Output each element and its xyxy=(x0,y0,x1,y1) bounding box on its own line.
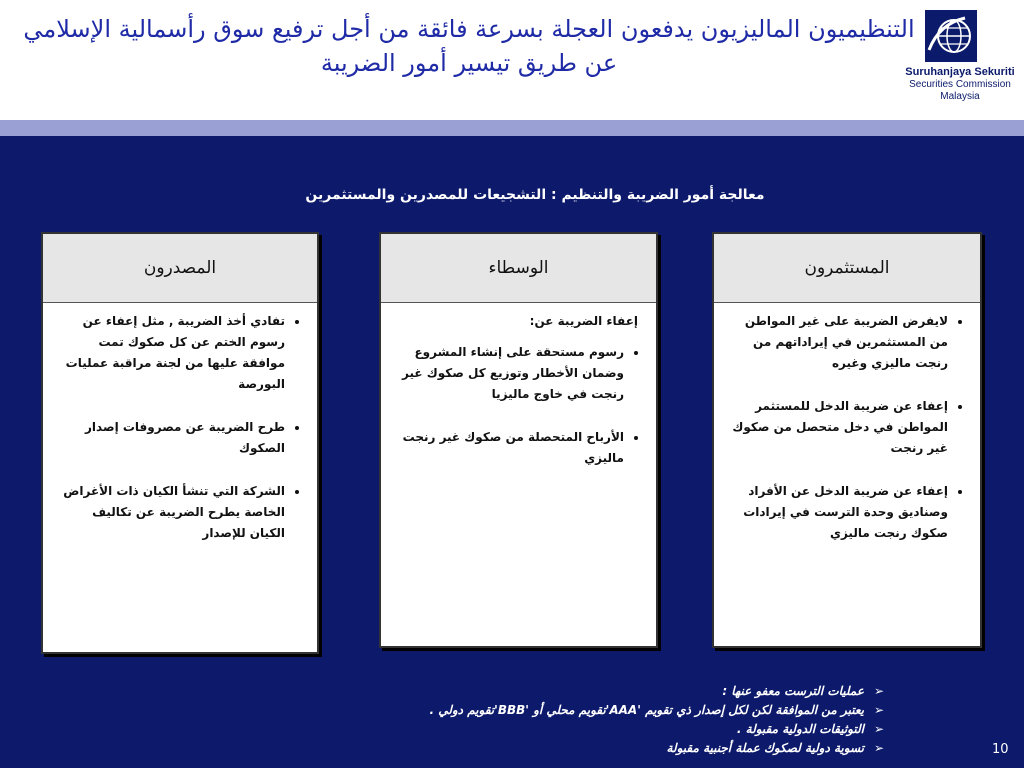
investors-item: • إعفاء عن ضريبة الدخل للمستثمر المواطن في دخل متحصل من صكوك غير رنجت xyxy=(728,396,948,459)
issuers-heading: المصدرون xyxy=(43,234,317,303)
investors-column xyxy=(712,232,982,648)
intermediaries-item: • رسوم مستحقة على إنشاء المشروع وضمان الأخطار وتوزيع كل صكوك غير رنجت في خاوج ماليزيا xyxy=(395,342,624,405)
issuers-item: • الشركة التي تنشأ الكيان ذات الأغراض الخاصة يطرح الضريبة عن تكاليف الكيان للإصدار xyxy=(57,481,285,544)
note-item xyxy=(429,701,884,720)
note-item xyxy=(429,720,884,739)
globe-icon xyxy=(925,10,977,62)
note-text: التوثيقات الدولية مقبولة . xyxy=(736,722,864,736)
intermediaries-column xyxy=(379,232,658,648)
logo-line3: Malaysia xyxy=(940,91,980,102)
slide-subtitle: معالجة أمور الضريبة والتنظيم : التشجيعات للمصدرين والمستثمرين xyxy=(305,187,765,203)
intermediaries-body xyxy=(381,303,656,469)
intermediaries-heading: الوسطاء xyxy=(381,234,656,303)
investors-body xyxy=(714,303,980,544)
intermediaries-item: • الأرباح المتحصلة من صكوك غير رنجت ماليزي xyxy=(395,427,624,469)
issuers-item: • تفادي أخذ الضريبة , مثل إعفاء عن رسوم الختم عن كل صكوك تمت موافقة عليها من لجنة مراقبة عمليات البورصة xyxy=(57,311,285,395)
note-item xyxy=(429,682,884,701)
note-item xyxy=(429,739,884,758)
investors-item: • لايفرض الضريبة على غير المواطن من المستثمرين في إيراداتهم من رنجت ماليزي وغيره xyxy=(728,311,948,374)
logo-text xyxy=(905,66,1015,103)
note-text: عمليات الترست معفو عنها : xyxy=(722,684,864,698)
header-stripe xyxy=(0,120,1024,136)
slide-title: التنظيميون الماليزيون يدفعون العجلة بسرعة فائقة من أجل ترفيع سوق رأسمالية الإسلامي عن طريق تيسير أمور الضريبة xyxy=(23,15,915,77)
notes-list xyxy=(429,682,884,758)
slide-header xyxy=(0,0,1024,120)
arrow-bullet-icon: ➢ xyxy=(873,741,884,755)
investors-heading: المستثمرون xyxy=(714,234,980,303)
issuers-column xyxy=(41,232,319,654)
page-number: 10 xyxy=(992,742,1009,757)
issuers-body xyxy=(43,303,317,544)
note-text: تسوية دولية لصكوك عملة أجنبية مقبولة xyxy=(666,741,864,755)
arrow-bullet-icon: ➢ xyxy=(873,684,884,698)
intermediaries-intro: إعفاء الضريبة عن: xyxy=(529,314,638,328)
logo-name: Suruhanjaya Sekuriti xyxy=(905,66,1015,78)
issuers-item: • طرح الضريبة عن مصروفات إصدار الصكوك xyxy=(57,417,285,459)
arrow-bullet-icon: ➢ xyxy=(873,703,884,717)
logo-line2: Securities Commission xyxy=(909,79,1011,90)
investors-item: • إعفاء عن ضريبة الدخل عن الأفراد وصناديق وحدة الترست في إيرادات صكوك رنجت ماليزي xyxy=(728,481,948,544)
arrow-bullet-icon: ➢ xyxy=(873,722,884,736)
note-text: يعتبر من الموافقة لكن لكل إصدار ذي تقويم 'AAA'تقويم محلي أو 'BBB'تقويم دولي . xyxy=(429,703,864,717)
sc-logo xyxy=(905,8,1015,116)
